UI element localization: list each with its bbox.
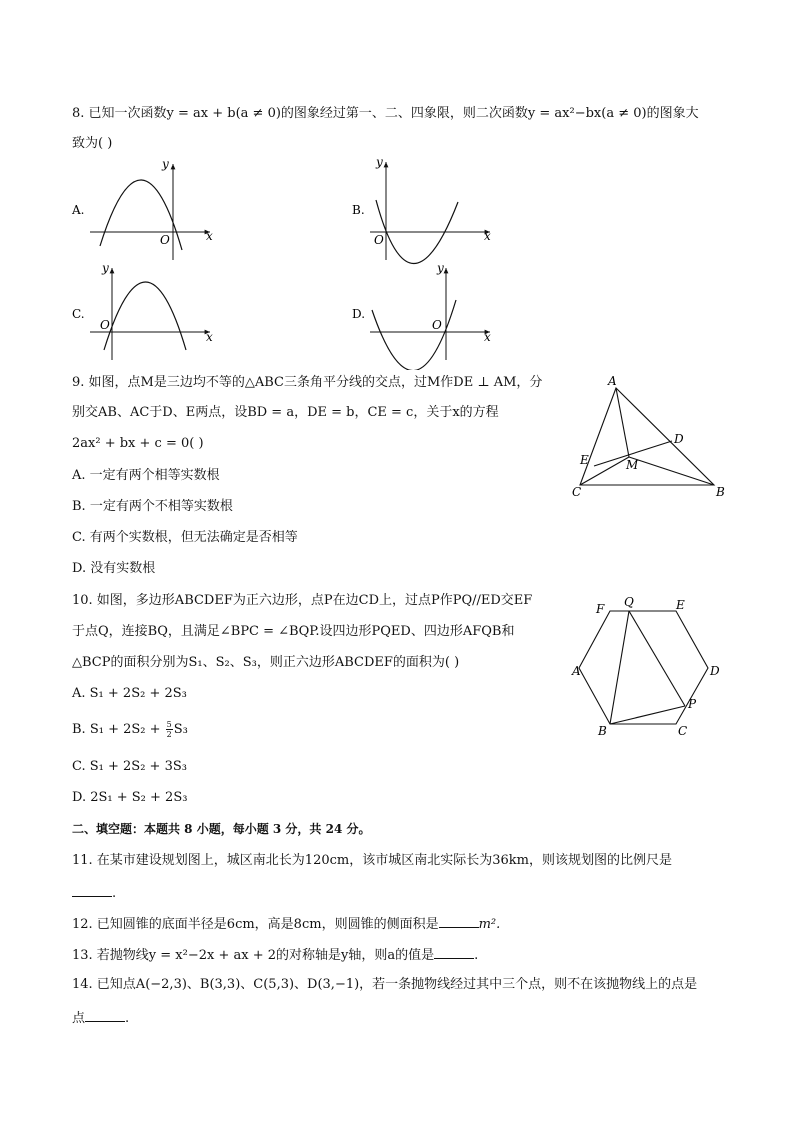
y-label: y: [376, 155, 383, 169]
q14-period: .: [125, 1011, 130, 1026]
q10-option-d: D. 2S₁ + S₂ + 2S₃: [72, 790, 188, 805]
label-e: E: [580, 453, 589, 467]
y-label: y: [102, 261, 109, 275]
q12-unit: m².: [478, 917, 501, 932]
q8-option-d-label: D.: [352, 307, 366, 321]
q9-line2: 别交AB、AC于D、E两点，设BD = a，DE = b，CE = c，关于x的方程: [72, 405, 499, 420]
q13-period: .: [474, 948, 479, 963]
q13-line: [72, 946, 478, 964]
label-q: Q: [624, 595, 634, 609]
fraction-denominator: 2: [166, 730, 172, 739]
segment-bq: [610, 611, 629, 724]
q9-line1: 9. 如图，点M是三边均不等的△ABC三条角平分线的交点，过M作DE ⊥ AM，分: [72, 375, 543, 390]
q10-option-b-prefix: B. S₁ + 2S₂ +: [72, 722, 161, 737]
x-label: x: [484, 229, 491, 243]
q8-option-c-label: C.: [72, 307, 85, 321]
triangle-abc: [580, 388, 714, 485]
section-title: 二、填空题：本题共 8 小题，每小题 3 分，共 24 分。: [72, 822, 371, 836]
q11-line2: [72, 884, 116, 902]
answer-blank[interactable]: [434, 946, 474, 959]
q10-option-c: C. S₁ + 2S₂ + 3S₃: [72, 759, 187, 774]
q12-line: [72, 915, 500, 933]
label-f: F: [596, 602, 605, 616]
label-c: C: [678, 724, 688, 738]
label-m: M: [626, 458, 639, 472]
x-label: x: [206, 330, 213, 344]
q10-line2: 于点Q，连接BQ，且满足∠BPC = ∠BQP.设四边形PQED、四边形AFQB和: [72, 624, 515, 639]
fraction-numerator: 5: [166, 720, 172, 729]
q8-graph-c: [72, 261, 213, 360]
q10-hexagon-figure: [558, 592, 728, 742]
answer-blank[interactable]: [72, 884, 112, 897]
q9-option-b: B. 一定有两个不相等实数根: [72, 499, 233, 514]
q14-line1: 14. 已知点A(−2,3)、B(3,3)、C(5,3)、D(3,−1)，若一条抛物线经过其中三个点，则不在该抛物线上的点是: [72, 977, 698, 992]
q8-graph-b: [352, 155, 491, 264]
origin-label: O: [374, 233, 384, 247]
y-label: y: [437, 261, 444, 275]
q10-line3: △BCP的面积分别为S₁、S₂、S₃，则正六边形ABCDEF的面积为( ): [72, 655, 460, 670]
q14-prefix: 点: [72, 1011, 86, 1026]
q8-graph-a: [71, 157, 213, 260]
segment-pq: [629, 611, 685, 706]
q11-line1: 11. 在某市建设规划图上，城区南北长为120cm，该市城区南北实际长为36km，则该规划图的比例尺是: [72, 853, 672, 868]
label-b: B: [716, 485, 725, 499]
answer-blank[interactable]: [85, 1009, 125, 1022]
label-a: A: [572, 664, 581, 678]
parabola-d: [372, 300, 456, 370]
q10-option-b: [72, 720, 188, 739]
q13-text: 13. 若抛物线y = x²−2x + ax + 2的对称轴是y轴，则a的值是: [72, 948, 435, 963]
label-p: P: [688, 697, 697, 711]
q8-option-b-label: B.: [352, 203, 365, 217]
fraction: [166, 720, 173, 739]
q9-triangle-figure: [566, 372, 736, 504]
q14-line2: [72, 1009, 129, 1027]
label-d: D: [710, 664, 720, 678]
segment-bp: [610, 706, 685, 724]
q10-option-b-suffix: S₃: [173, 722, 188, 737]
q8-option-a-label: A.: [72, 203, 85, 217]
origin-label: O: [100, 318, 110, 332]
origin-label: O: [160, 233, 170, 247]
y-label: y: [162, 157, 169, 171]
x-label: x: [206, 229, 213, 243]
q9-line3: 2ax² + bx + c = 0( ): [72, 436, 204, 451]
parabola-c: [104, 282, 186, 350]
q10-line1: 10. 如图，多边形ABCDEF为正六边形，点P在边CD上，过点P作PQ//ED交EF: [72, 593, 533, 608]
label-c: C: [572, 485, 582, 499]
q8-graph-d: [352, 261, 491, 370]
q8-graphs: [60, 150, 520, 370]
q8-line2: 致为( ): [72, 136, 113, 151]
q11-period: .: [112, 886, 117, 901]
origin-label: O: [432, 318, 442, 332]
q12-text: 12. 已知圆锥的底面半径是6cm，高是8cm，则圆锥的侧面积是: [72, 917, 439, 932]
q9-option-a: A. 一定有两个相等实数根: [72, 468, 220, 483]
label-d: D: [674, 432, 684, 446]
answer-blank[interactable]: [439, 915, 479, 928]
q8-line1: 8. 已知一次函数y = ax + b(a ≠ 0)的图象经过第一、二、四象限，则二次函数y = ax²−bx(a ≠ 0)的图象大: [72, 106, 699, 121]
q9-option-c: C. 有两个实数根，但无法确定是否相等: [72, 530, 298, 545]
x-label: x: [484, 330, 491, 344]
label-b: B: [598, 724, 607, 738]
q9-option-d: D. 没有实数根: [72, 561, 156, 576]
label-e: E: [676, 598, 685, 612]
label-a: A: [608, 374, 617, 388]
segment-bm: [629, 457, 714, 485]
q10-option-a: A. S₁ + 2S₂ + 2S₃: [72, 686, 187, 701]
